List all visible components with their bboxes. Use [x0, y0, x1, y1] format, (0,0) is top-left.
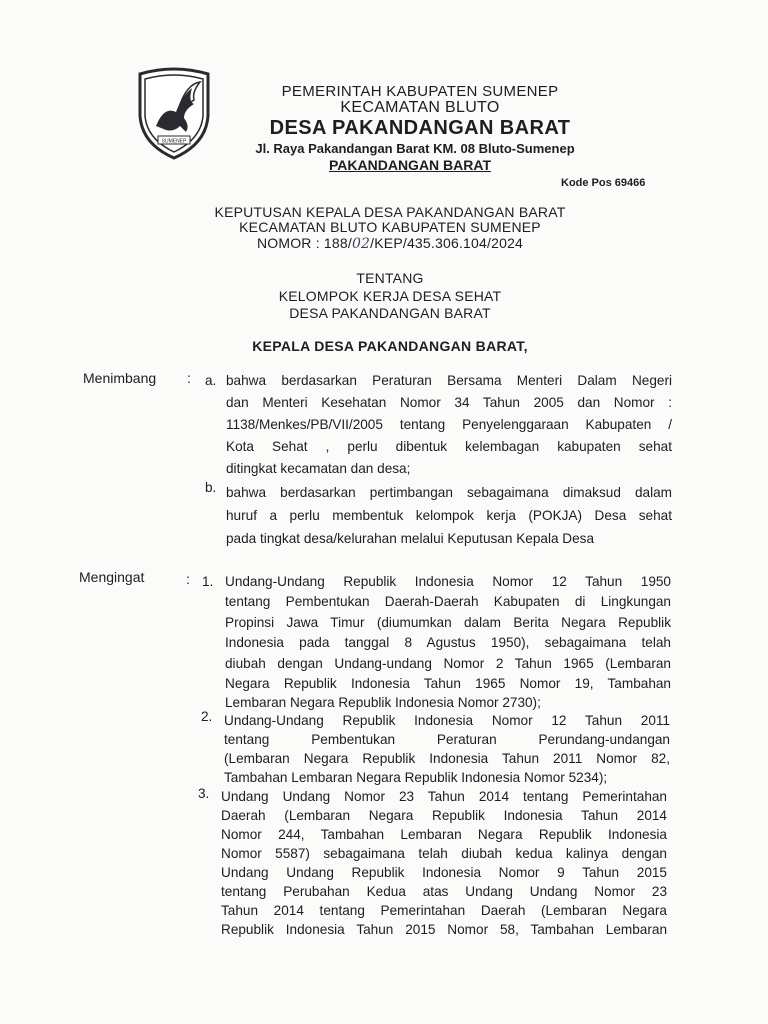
- mengingat-item-1-line: Propinsi Jawa Timur (diumumkan dalam Berita Negara Republik: [225, 615, 671, 630]
- menimbang-b-marker: b.: [205, 480, 217, 495]
- postcode: Kode Pos 69466: [561, 177, 646, 189]
- mengingat-item-1-line: Negara Republik Indonesia Tahun 1965 Nomor 19, Tambahan: [225, 676, 671, 691]
- mengingat-item-1-line: tentang Pembentukan Daerah-Daerah Kabupaten di Lingkungan: [225, 594, 671, 609]
- mengingat-item-3-line: Daerah (Lembaran Negara Republik Indonesia Tahun 2014: [221, 808, 667, 823]
- menimbang-label: Menimbang: [83, 370, 157, 386]
- svg-text:SUMENEP: SUMENEP: [161, 138, 187, 145]
- mengingat-item-3-marker: 3.: [198, 786, 210, 801]
- mengingat-item-2-line: Tambahan Lembaran Negara Republik Indonesia Nomor 5234);: [224, 770, 608, 785]
- sumenep-regency-seal-icon: [134, 66, 214, 160]
- mengingat-item-1-line: Lembaran Negara Republik Indonesia Nomor 2730);: [225, 695, 541, 710]
- mengingat-item-3-line: Nomor 244, Tambahan Lembaran Negara Republik Indonesia: [221, 827, 667, 842]
- decree-subject-line1: KELOMPOK KERJA DESA SEHAT: [278, 288, 502, 304]
- mengingat-label: Mengingat: [79, 569, 145, 585]
- menimbang-a-line: dan Menteri Kesehatan Nomor 34 Tahun 2005 dan Nomor :: [226, 395, 672, 410]
- menimbang-b-line: huruf a perlu membentuk kelompok kerja (POKJA) Desa sehat: [226, 508, 672, 523]
- mengingat-item-1-marker: 1.: [202, 574, 214, 589]
- mengingat-item-3-line: Republik Indonesia Tahun 2015 Nomor 58, Tambahan Lembaran: [221, 922, 667, 937]
- decree-subject-line2: DESA PAKANDANGAN BARAT: [289, 305, 491, 321]
- menimbang-a-line: bahwa berdasarkan Peraturan Bersama Menteri Dalam Negeri: [226, 373, 672, 388]
- mengingat-item-2-line: Undang-Undang Republik Indonesia Nomor 12 Tahun 2011: [224, 713, 670, 728]
- letterhead-village: DESA PAKANDANGAN BARAT: [269, 117, 571, 139]
- menimbang-a-line: 1138/Menkes/PB/VII/2005 tentang Penyelenggaraan Kabupaten /: [226, 417, 672, 432]
- mengingat-item-1-line: diubah dengan Undang-undang Nomor 2 Tahun 1965 (Lembaran: [225, 656, 671, 671]
- letterhead-village-name: PAKANDANGAN BARAT: [328, 157, 492, 173]
- decree-title-line1: KEPUTUSAN KEPALA DESA PAKANDANGAN BARAT: [214, 204, 566, 220]
- menimbang-a-line: Kota Sehat , perlu dibentuk kelembagan kabupaten sehat: [226, 439, 672, 454]
- menimbang-colon: :: [187, 370, 191, 386]
- mengingat-item-3-line: Undang Undang Republik Indonesia Nomor 9 Tahun 2015: [221, 865, 667, 880]
- mengingat-item-2-line: tentang Pembentukan Peraturan Perundang-undangan: [224, 732, 670, 747]
- decree-tentang: TENTANG: [356, 270, 424, 286]
- menimbang-b-line: pada tingkat desa/kelurahan melalui Keputusan Kepala Desa: [226, 531, 595, 546]
- decree-issuer: KEPALA DESA PAKANDANGAN BARAT,: [252, 338, 528, 354]
- mengingat-item-3-line: Nomor 5587) sebagaimana telah diubah kedua kalinya dengan: [221, 846, 667, 861]
- menimbang-b-line: bahwa berdasarkan pertimbangan sebagaimana dimaksud dalam: [226, 485, 672, 500]
- mengingat-item-1-line: Undang-Undang Republik Indonesia Nomor 12 Tahun 1950: [225, 574, 671, 589]
- mengingat-item-1-line: Indonesia pada tanggal 8 Agustus 1950), sebagaimana telah: [225, 635, 671, 650]
- letterhead-district: KECAMATAN BLUTO: [340, 99, 500, 116]
- letterhead-government: PEMERINTAH KABUPATEN SUMENEP: [281, 83, 559, 100]
- mengingat-item-2-line: (Lembaran Negara Republik Indonesia Tahun 2011 Nomor 82,: [224, 751, 670, 766]
- mengingat-item-2-marker: 2.: [201, 709, 213, 724]
- menimbang-a-line: ditingkat kecamatan dan desa;: [226, 461, 411, 476]
- mengingat-colon: :: [186, 571, 190, 587]
- decree-title-line2: KECAMATAN BLUTO KABUPATEN SUMENEP: [239, 219, 541, 235]
- mengingat-item-3-line: Tahun 2014 tentang Pemerintahan Daerah (Lembaran Negara: [221, 903, 667, 918]
- handwritten-number: 02: [351, 236, 371, 252]
- decree-number: NOMOR : 188/02/KEP/435.306.104/2024: [256, 235, 524, 252]
- mengingat-item-3-line: Undang Undang Nomor 23 Tahun 2014 tentang Pemerintahan: [221, 789, 667, 804]
- letterhead-address: Jl. Raya Pakandangan Barat KM. 08 Bluto-Sumenep: [255, 141, 575, 156]
- mengingat-item-3-line: tentang Perubahan Kedua atas Undang Undang Nomor 23: [221, 884, 667, 899]
- menimbang-a-marker: a.: [205, 373, 217, 388]
